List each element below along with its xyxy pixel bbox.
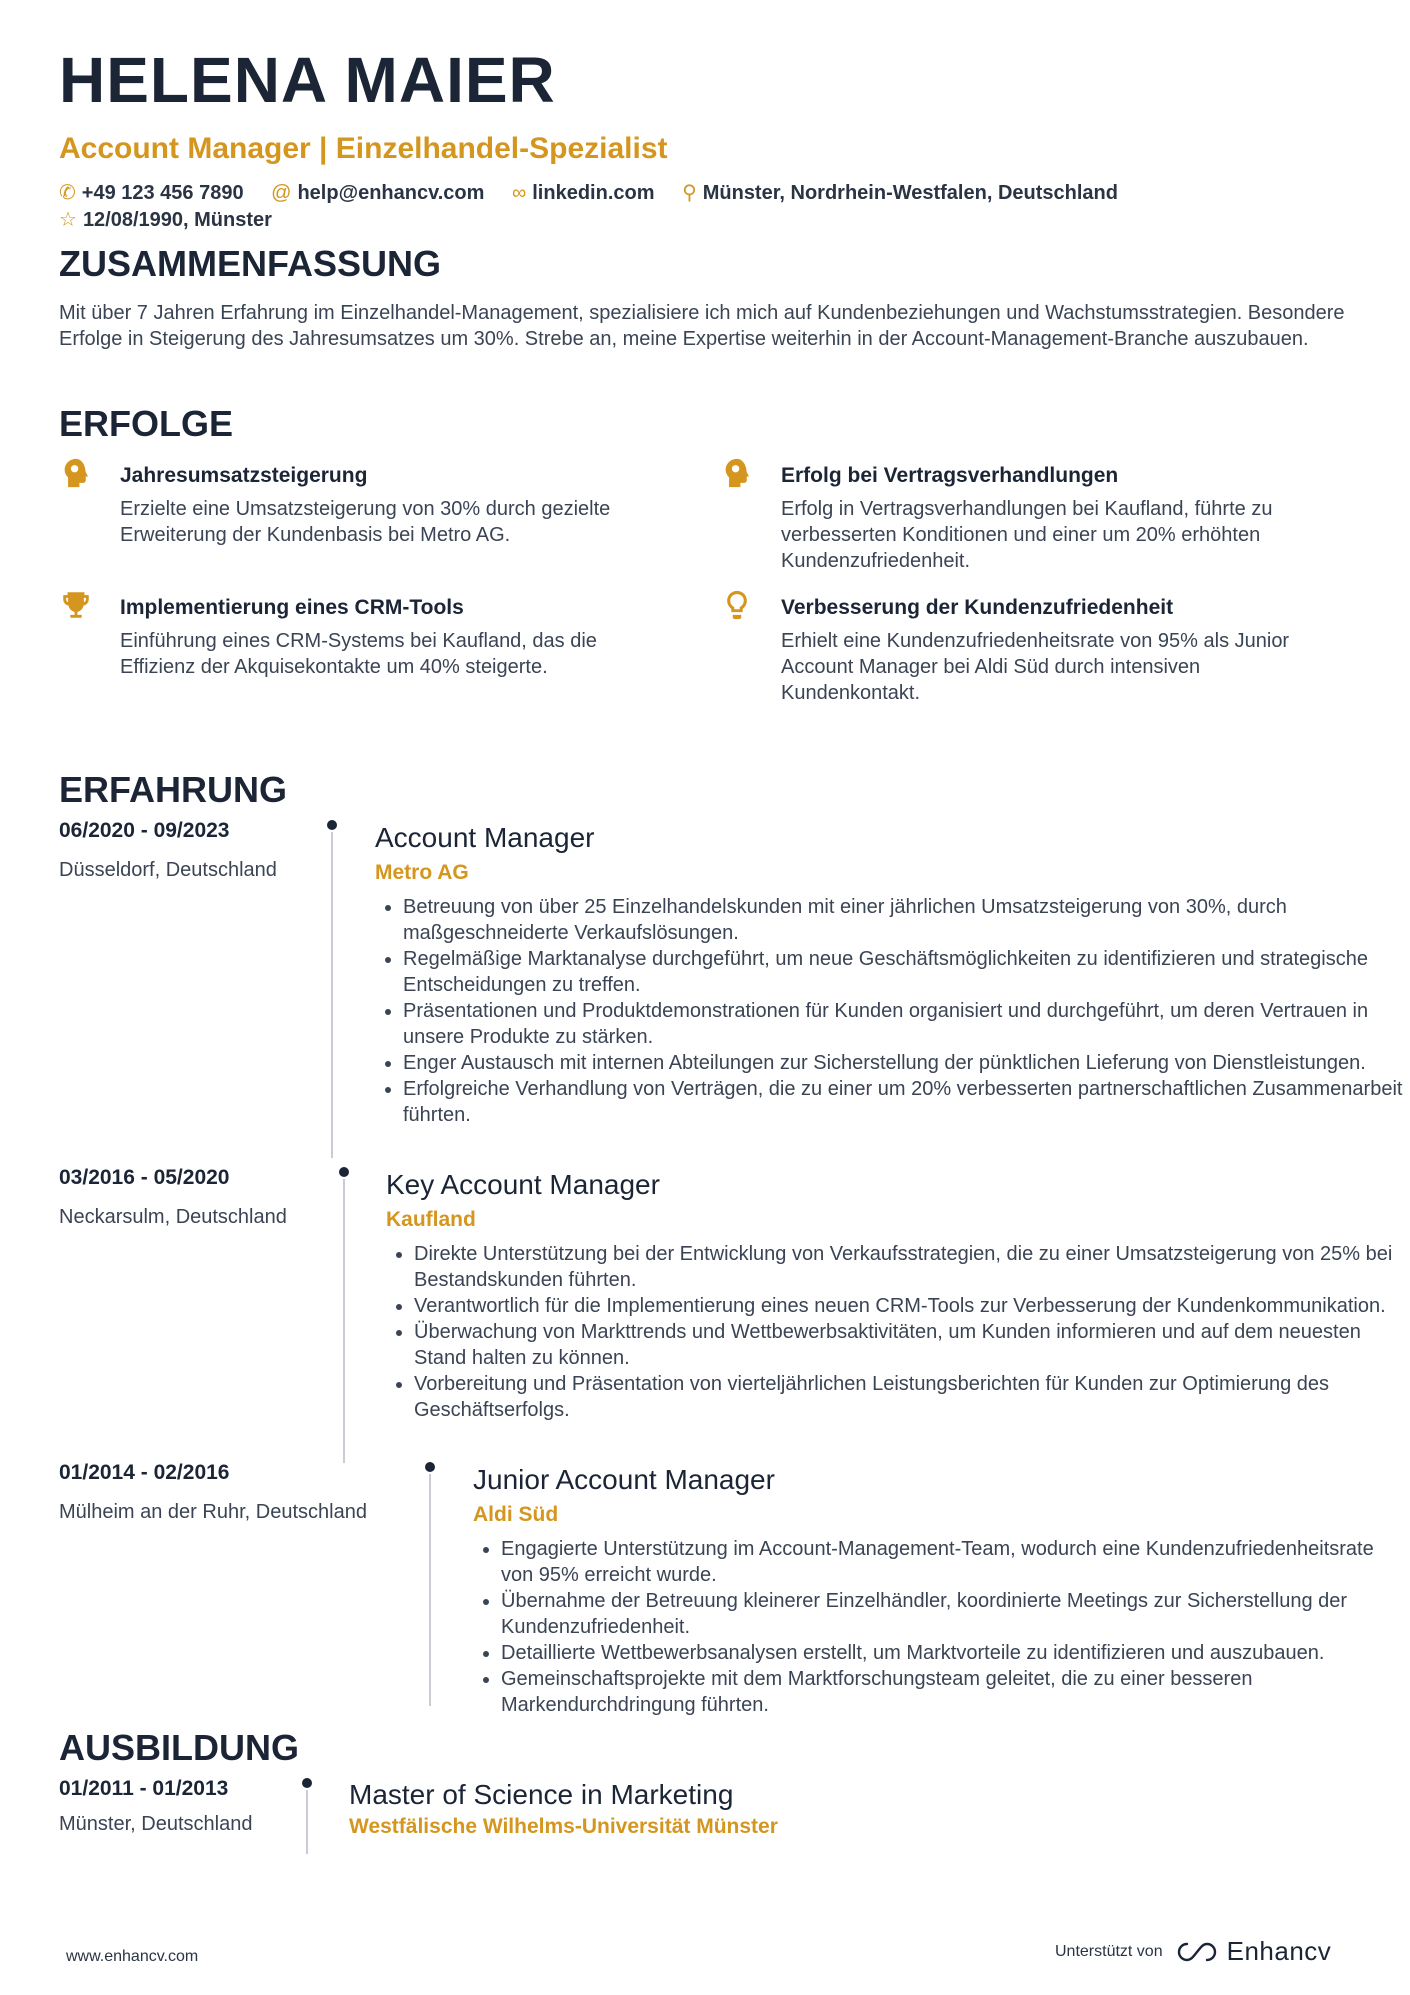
job-date: 01/2014 - 02/2016 — [59, 1461, 230, 1484]
achievement-item — [59, 452, 659, 548]
achievement-item — [59, 584, 659, 680]
achievements-heading: ERFOLGE — [59, 403, 234, 444]
phone-text: +49 123 456 7890 — [81, 182, 244, 204]
contact-birth — [59, 207, 272, 234]
timeline-dot — [302, 1778, 312, 1788]
job-bullet: • Enger Austausch mit internen Abteilungen zur Sicherstellung der pünktlichen Lieferung von Dienstleistungen. — [403, 1050, 1403, 1076]
footer-website[interactable]: www.enhancv.com — [66, 1948, 199, 1965]
job-bullet: • Verantwortlich für die Implementierung eines neuen CRM-Tools zur Verbesserung der Kundenkommunikation. — [414, 1293, 1404, 1319]
birth-text: 12/08/1990, Münster — [82, 209, 272, 231]
timeline-line — [331, 832, 333, 1158]
achievement-title: Verbesserung der Kundenzufriedenheit — [781, 596, 1174, 619]
achievement-item — [720, 452, 1320, 574]
summary-text: Mit über 7 Jahren Erfahrung im Einzelhandel-Management, spezialisiere ich mich auf Kundenbeziehungen und Wachstumsstrategien. Besondere Erfolge in Steigerung des Jahresumsatzes um 30%. Strebe an, meine Expertise weiterhin in der Account-Management-Branche auszubauen. — [59, 302, 1345, 350]
footer-brand[interactable]: Enhancv — [1226, 1936, 1332, 1966]
achievement-desc: Einführung eines CRM-Systems bei Kaufland, das die Effizienz der Akquisekontakte um 40% steigerte. — [120, 630, 597, 678]
job-date: 03/2016 - 05/2020 — [59, 1166, 230, 1189]
link-icon: ∞ — [511, 182, 527, 204]
job-bullet: • Betreuung von über 25 Einzelhandelskunden mit einer jährlichen Umsatzsteigerung von 30%, durch maßgeschneiderte Verkaufslösungen. — [403, 894, 1403, 946]
job-bullet: • Überwachung von Markttrends und Wettbewerbsaktivitäten, um Kunden informieren und auf dem neuesten Stand halten zu können. — [414, 1319, 1404, 1371]
job-role: Junior Account Manager — [473, 1464, 775, 1495]
education-heading: AUSBILDUNG — [59, 1727, 299, 1768]
education-location: Münster, Deutschland — [59, 1813, 253, 1835]
contact-phone[interactable] — [59, 180, 244, 207]
job-location: Düsseldorf, Deutschland — [59, 859, 277, 881]
timeline-dot — [327, 820, 337, 830]
achievements-section — [59, 403, 1359, 704]
trophy-icon — [59, 588, 93, 622]
linkedin-text: linkedin.com — [532, 182, 655, 204]
contact-location — [682, 180, 1118, 207]
job-bullet: • Direkte Unterstützung bei der Entwicklung von Verkaufsstrategien, die zu einer Umsatzsteigerung von 25% bei Bestandskunden führten. — [414, 1241, 1404, 1293]
location-pin-icon: ⚲ — [682, 182, 697, 204]
job-bullet: • Übernahme der Betreuung kleinerer Einzelhändler, koordinierte Meetings zur Sicherstellung der Kundenzufriedenheit. — [501, 1588, 1401, 1640]
contact-linkedin[interactable] — [512, 180, 655, 207]
job-bullets — [375, 894, 1403, 1128]
timeline-line — [306, 1790, 308, 1854]
experience-heading: ERFAHRUNG — [59, 769, 288, 810]
timeline-line — [343, 1179, 345, 1463]
contact-info — [59, 180, 1359, 234]
job-role: Key Account Manager — [386, 1169, 660, 1200]
education-date: 01/2011 - 01/2013 — [59, 1777, 229, 1800]
email-text: help@enhancv.com — [297, 182, 485, 204]
job-location: Neckarsulm, Deutschland — [59, 1206, 287, 1228]
candidate-title: Account Manager | Einzelhandel-Spezialist — [59, 132, 668, 165]
achievement-title: Erfolg bei Vertragsverhandlungen — [781, 464, 1119, 487]
job-bullet: • Regelmäßige Marktanalyse durchgeführt, um neue Geschäftsmöglichkeiten zu identifizieren und strategische Entscheidungen zu treffen. — [403, 946, 1403, 998]
education-section — [59, 1727, 1359, 1838]
summary-heading: ZUSAMMENFASSUNG — [59, 243, 442, 284]
candidate-name: HELENA MAIER — [59, 44, 556, 116]
job-bullet: • Vorbereitung und Präsentation von vierteljährlichen Leistungsberichten für Kunden zur Optimierung des Geschäftserfolgs. — [414, 1371, 1404, 1423]
lightbulb-icon — [720, 588, 754, 622]
resume-header — [59, 44, 1359, 234]
at-icon: @ — [271, 182, 292, 204]
achievement-desc: Erhielt eine Kundenzufriedenheitsrate von 95% als Junior Account Manager bei Aldi Süd durch intensiven Kundenkontakt. — [781, 630, 1290, 704]
job-bullet: • Detaillierte Wettbewerbsanalysen erstellt, um Marktvorteile zu identifizieren und auszubauen. — [501, 1640, 1401, 1666]
education-school: Westfälische Wilhelms-Universität Münster — [349, 1815, 778, 1838]
job-company: Aldi Süd — [473, 1503, 559, 1526]
achievement-desc: Erfolg in Vertragsverhandlungen bei Kaufland, führte zu verbesserten Konditionen und einer um 20% erhöhten Kundenzufriedenheit. — [781, 498, 1273, 572]
achievement-title: Jahresumsatzsteigerung — [120, 464, 368, 487]
achievement-desc: Erzielte eine Umsatzsteigerung von 30% durch gezielte Erweiterung der Kundenbasis bei Metro AG. — [120, 498, 611, 546]
job-company: Kaufland — [386, 1208, 476, 1231]
job-bullet: • Erfolgreiche Verhandlung von Verträgen, die zu einer um 20% verbesserten partnerschaftlichen Zusammenarbeit führten. — [403, 1076, 1403, 1128]
experience-section — [59, 769, 1403, 1716]
enhancv-logo-icon — [1175, 1939, 1221, 1965]
job-bullet: • Engagierte Unterstützung im Account-Management-Team, wodurch eine Kundenzufriedenheitsrate von 95% erreicht wurde. — [501, 1536, 1401, 1588]
head-icon — [59, 456, 93, 490]
job-bullet: • Gemeinschaftsprojekte mit dem Marktforschungsteam geleitet, die zu einer besseren Markendurchdringung führten. — [501, 1666, 1401, 1718]
timeline-dot — [425, 1462, 435, 1472]
job-role: Account Manager — [375, 822, 595, 853]
footer-branding — [1055, 1936, 1331, 1967]
job-bullet: • Präsentationen und Produktdemonstrationen für Kunden organisiert und durchgeführt, um deren Vertrauen in unsere Produkte zu stärken. — [403, 998, 1403, 1050]
contact-email[interactable] — [271, 180, 484, 207]
job-location: Mülheim an der Ruhr, Deutschland — [59, 1501, 367, 1523]
job-date: 06/2020 - 09/2023 — [59, 819, 230, 842]
footer-powered-label: Unterstützt von — [1055, 1942, 1163, 1960]
head-icon — [720, 456, 754, 490]
achievement-title: Implementierung eines CRM-Tools — [120, 596, 464, 619]
timeline-dot — [339, 1167, 349, 1177]
job-bullets — [386, 1241, 1404, 1423]
timeline-line — [429, 1474, 431, 1706]
location-text: Münster, Nordrhein-Westfalen, Deutschland — [702, 182, 1118, 204]
resume-page — [59, 40, 1403, 1838]
education-degree: Master of Science in Marketing — [349, 1779, 734, 1810]
job-company: Metro AG — [375, 861, 469, 884]
phone-icon: ✆ — [59, 182, 76, 204]
star-icon: ☆ — [59, 209, 77, 231]
summary-section — [59, 243, 1359, 352]
achievement-item — [720, 584, 1320, 706]
job-bullets — [473, 1536, 1401, 1718]
